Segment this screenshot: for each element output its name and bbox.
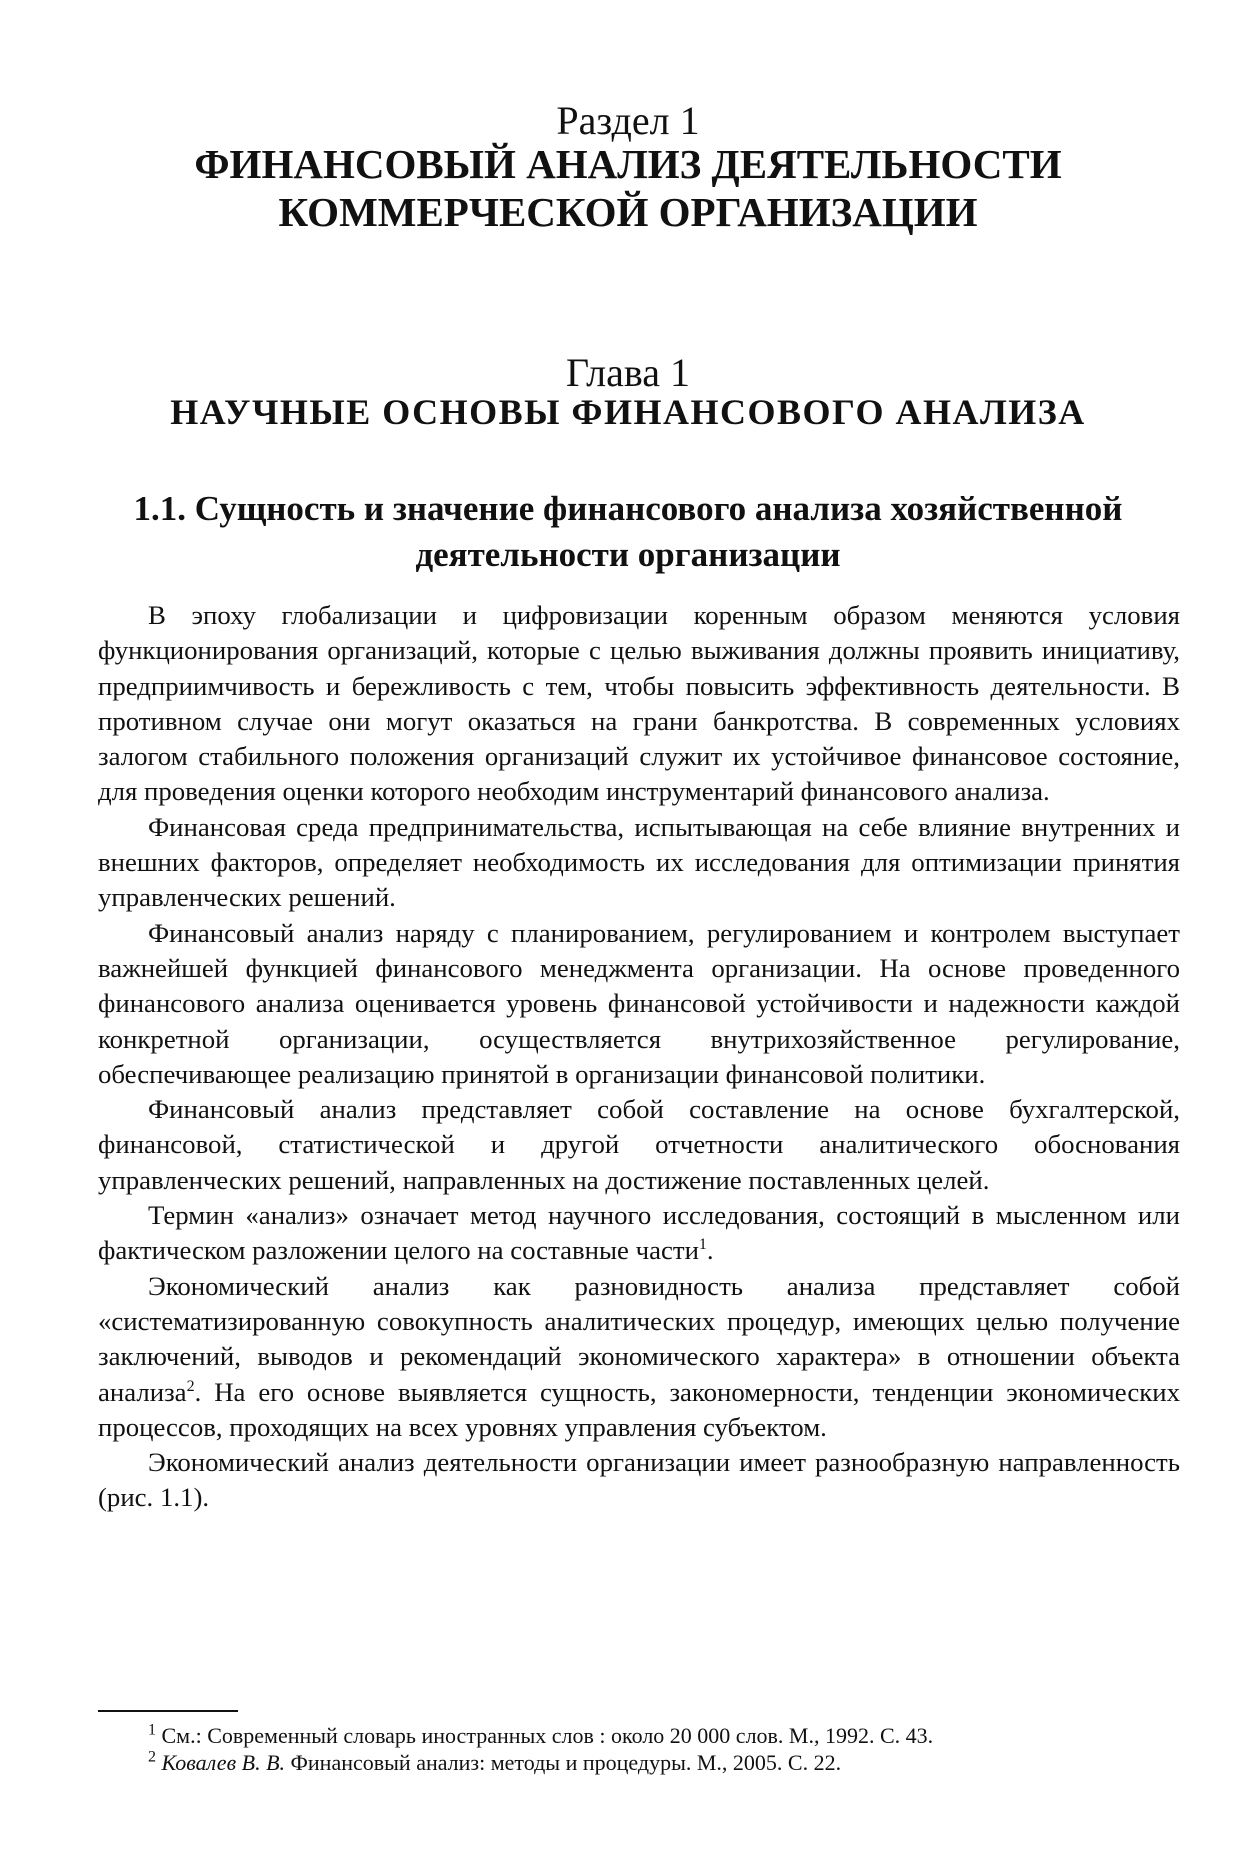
footnote [148,1722,1180,1749]
paragraph-text: Термин «анализ» означает метод научного исследования, состоящий в мысленном или фактическом разложении целого на составные части [98,1200,1180,1266]
paragraph: Финансовый анализ наряду с планированием, регулированием и контролем выступает важнейшей функцией финансового менеджмента организации. На основе проведенного финансового анализа оценивается уровень финансовой устойчивости и надежности каждой конкретной организации, осуществляется внутрихозяйственное регулирование, обеспечивающее реализацию принятой в организации финансовой политики. [98,917,1180,1089]
footnote-text: Финансовый анализ: методы и процедуры. М., 2005. С. 22. [285,1750,842,1775]
paragraph-end: . [706,1235,714,1266]
paragraph-text: Экономический анализ как разновидность анализа представляет собой «систематизированную совокупность аналитических процедур, имеющих целью получение заключений, выводов и рекомендаций экономического характера» в отношении объекта анализа [98,1270,1180,1407]
subsection-title-line-1: 1.1. Сущность и значение финансового анализа хозяйственной [133,489,1123,528]
footnote-number: 1 [148,1721,156,1739]
footnote [148,1749,1180,1776]
paragraph: Финансовый анализ представляет собой составление на основе бухгалтерской, финансовой, статистической и другой отчетности аналитического обоснования управленческих решений, направленных на достижение поставленных целей. [98,1094,1180,1195]
footnote-author: Ковалев В. В. [156,1750,286,1775]
section-title-line-1: ФИНАНСОВЫЙ АНАЛИЗ ДЕЯТЕЛЬНОСТИ [194,141,1062,187]
body-text [98,598,1180,1516]
paragraph: Финансовая среда предпринимательства, испытывающая на себе влияние внутренних и внешних факторов, определяет необходимость их исследования для оптимизации принятия управленческих решений. [98,811,1180,913]
footnotes [148,1722,1180,1776]
footnote-divider [98,1710,238,1712]
paragraph-term [98,1198,1180,1269]
paragraph: Экономический анализ деятельности организации имеет разнообразную направленность (рис. 1.1). [98,1447,1180,1513]
section-title [0,140,1256,236]
section-title-line-2: КОММЕРЧЕСКОЙ ОРГАНИЗАЦИИ [278,189,978,235]
footnote-text: См.: Современный словарь иностранных слов : около 20 000 слов. М., 1992. С. 43. [156,1723,934,1748]
subsection-title-line-2: деятельности организации [415,535,841,574]
footnote-number: 2 [148,1748,156,1766]
footnote-ref: 2 [186,1377,195,1395]
paragraph: В эпоху глобализации и цифровизации коренным образом меняются условия функционирования организаций, которые с целью выживания должны проявить инициативу, предприимчивость и бережливость с тем, чтобы повысить эффективность деятельности. В противном случае они могут оказаться на грани банкротства. В современных условиях залогом стабильного положения организаций служит их устойчивое финансовое состояние, для проведения оценки которого необходим инструментарий финансового анализа. [98,600,1180,807]
paragraph-econ [98,1269,1180,1445]
paragraph-text-after: . На его основе выявляется сущность, закономерности, тенденции экономических процессов, проходящих на всех уровнях управления субъектом. [98,1376,1180,1442]
footnote-ref: 1 [698,1236,707,1254]
subsection-title [0,486,1256,578]
chapter-title: НАУЧНЫЕ ОСНОВЫ ФИНАНСОВОГО АНАЛИЗА [170,392,1086,432]
chapter-label: Глава 1 [566,350,690,395]
section-label: Раздел 1 [556,98,700,143]
